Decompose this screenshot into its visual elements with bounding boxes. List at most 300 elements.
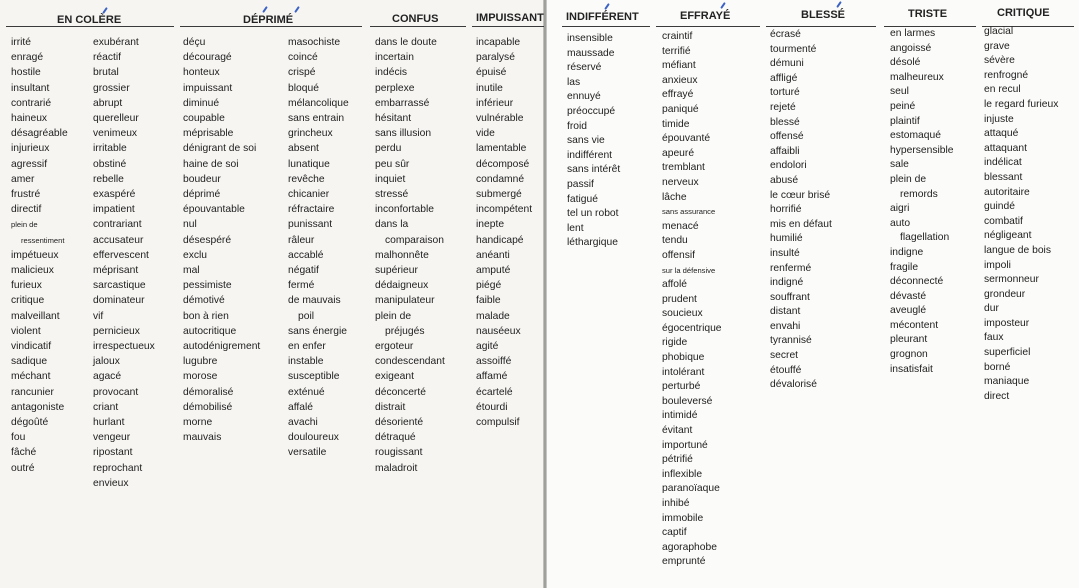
word-item: vide [476, 128, 495, 140]
word-item: obstiné [93, 158, 127, 170]
word-item: perplexe [375, 82, 415, 94]
word-item: insatisfait [890, 363, 933, 375]
word-item: haineux [11, 113, 48, 125]
word-item: indifférent [567, 149, 613, 161]
word-item: en recul [984, 84, 1021, 96]
word-item: tyrannisé [770, 335, 812, 347]
word-item: seul [890, 86, 909, 98]
word-item: désagréable [11, 128, 68, 140]
word-item: craintif [662, 31, 693, 42]
word-item: susceptible [288, 371, 340, 383]
word-item: fou [11, 432, 26, 444]
word-item: auto [890, 217, 911, 229]
word-item: inepte [476, 219, 505, 231]
word-item: déçu [183, 37, 206, 48]
word-item: autoritaire [984, 186, 1030, 198]
word-item: écartelé [476, 386, 513, 398]
word-item: incertain [375, 52, 414, 64]
word-item: furieux [11, 280, 42, 292]
word-item: méfiant [662, 60, 696, 72]
word-item: peu sûr [375, 158, 410, 170]
word-item: découragé [183, 52, 232, 64]
word-item: sans intérêt [567, 164, 621, 176]
word-item: langue de bois [984, 244, 1051, 256]
word-item: masochiste [288, 37, 341, 48]
word-item: anxieux [662, 74, 698, 86]
word-item: las [567, 76, 581, 88]
word-item: importuné [662, 439, 708, 451]
word-item: anéanti [476, 249, 510, 261]
word-item: exubérant [93, 37, 139, 48]
column-critique [984, 25, 1058, 404]
word-item: paniqué [662, 103, 699, 115]
heading-confus: CONFUS [392, 13, 439, 25]
word-item: inhibé [662, 498, 690, 509]
word-item: insensible [567, 33, 613, 44]
word-item: irrespectueux [93, 341, 155, 353]
word-item: sévère [984, 55, 1015, 67]
word-item: exténué [288, 386, 325, 398]
word-item: injurieux [11, 143, 50, 155]
word-item: intolérant [662, 366, 705, 378]
word-item: impuissant [183, 82, 233, 94]
word-item: diminué [183, 97, 220, 109]
word-item: écrasé [770, 29, 801, 40]
word-item: mal [183, 265, 200, 277]
word-item: blessant [984, 171, 1023, 183]
word-item: dans la [375, 219, 409, 231]
word-item: emprunté [662, 556, 706, 568]
word-item: ripostant [93, 447, 133, 459]
word-item: imposteur [984, 317, 1030, 329]
word-item: supérieur [375, 265, 418, 277]
word-item: réfractaire [288, 204, 335, 216]
word-item: piégé [476, 280, 502, 292]
word-item: guindé [984, 201, 1015, 213]
word-item: indigné [770, 277, 804, 289]
word-item: blessé [770, 116, 800, 128]
word-item: dégoûté [11, 417, 49, 429]
word-item: morose [183, 371, 218, 383]
word-item: paralysé [476, 52, 515, 64]
word-item: inquiet [375, 173, 406, 185]
word-item: remords [900, 188, 938, 200]
word-item: grognon [890, 349, 928, 361]
word-item: dévalorisé [770, 379, 817, 391]
rule-confus [370, 26, 466, 27]
word-item: égocentrique [662, 322, 722, 334]
word-item: fermé [288, 280, 315, 292]
word-item: attaquant [984, 142, 1027, 154]
word-item: faux [984, 332, 1004, 344]
word-item: glacial [984, 26, 1014, 37]
word-item: démoralisé [183, 386, 234, 398]
word-item: étourdi [476, 401, 508, 413]
word-item: manipulateur [375, 295, 435, 307]
word-item: frustré [11, 189, 41, 201]
word-item: honteux [183, 67, 220, 79]
word-item: malveillant [11, 310, 60, 322]
word-item: boudeur [183, 173, 221, 185]
word-item: hésitant [375, 113, 412, 125]
word-item: coupable [183, 113, 225, 125]
word-item: mauvais [183, 432, 222, 444]
word-item: poil [298, 310, 315, 322]
word-item: rejeté [770, 101, 796, 113]
word-item: instable [288, 356, 324, 368]
word-item: malhonnête [375, 249, 429, 261]
word-item: passif [567, 178, 594, 190]
word-item: agacé [93, 371, 122, 383]
word-item: sale [890, 159, 909, 171]
word-item: mis en défaut [770, 218, 832, 230]
word-item: pétrifié [662, 454, 693, 466]
column-deprime-b [288, 35, 349, 461]
word-item: inflexible [662, 468, 703, 480]
word-item: sans assurance [662, 207, 716, 217]
word-item: enragé [11, 52, 44, 64]
word-item: étouffé [770, 364, 802, 376]
word-item: peiné [890, 100, 916, 112]
rule-deprime [180, 26, 362, 27]
word-item: agoraphobe [662, 541, 717, 553]
word-item: de mauvais [288, 295, 341, 307]
word-item: compulsif [476, 417, 520, 429]
word-item: borné [984, 361, 1011, 373]
word-item: râleur [288, 234, 315, 246]
heading-blesse: BLESSÉ [801, 9, 846, 21]
word-item: autocritique [183, 325, 237, 337]
word-item: effervescent [93, 249, 149, 261]
word-item: plein de [11, 220, 38, 230]
rule-effraye [656, 26, 760, 27]
heading-deprime: DÉPRIMÉ [243, 14, 294, 26]
heading-indifferent: INDIFFÉRENT [566, 11, 639, 23]
word-item: dénigrant de soi [183, 143, 257, 155]
word-item: fâché [11, 447, 37, 459]
word-item: préoccupé [567, 105, 616, 117]
word-item: perturbé [662, 381, 701, 393]
word-item: captif [662, 527, 687, 539]
heading-critique: CRITIQUE [997, 7, 1050, 19]
word-item: punissant [288, 219, 333, 231]
word-item: indélicat [984, 157, 1022, 169]
word-item: accusateur [93, 234, 144, 246]
word-item: épuisé [476, 67, 507, 79]
word-item: démotivé [183, 295, 225, 307]
word-item: vif [93, 310, 104, 322]
word-item: haine de soi [183, 158, 239, 170]
column-effraye [662, 30, 722, 570]
word-item: grondeur [984, 288, 1026, 300]
word-item: versatile [288, 447, 327, 459]
word-item: insultant [11, 82, 50, 94]
word-item: maniaque [984, 376, 1030, 388]
word-item: renfrogné [984, 69, 1029, 81]
word-item: vindicatif [11, 341, 52, 353]
word-item: négligeant [984, 230, 1032, 242]
word-item: malheureux [890, 71, 944, 83]
word-item: ressentiment [21, 235, 65, 245]
word-item: condescendant [375, 356, 445, 368]
word-item: embarrassé [375, 97, 430, 109]
word-item: ennuyé [567, 91, 601, 103]
word-item: immobile [662, 512, 704, 524]
word-item: paranoïaque [662, 483, 720, 495]
word-item: sans illusion [375, 128, 432, 140]
word-item: agité [476, 341, 499, 353]
word-item: agressif [11, 158, 48, 170]
word-item: bouleversé [662, 395, 713, 407]
word-item: inutile [476, 82, 503, 94]
word-item: estomaqué [890, 130, 941, 142]
word-item: en larmes [890, 28, 936, 39]
word-item: réactif [93, 52, 122, 64]
word-item: envieux [93, 477, 129, 489]
word-item: maussade [567, 47, 615, 59]
word-item: prudent [662, 293, 697, 305]
word-item: tourmenté [770, 43, 817, 55]
word-item: rebelle [93, 173, 124, 185]
word-item: violent [11, 325, 41, 337]
word-item: lent [567, 222, 584, 234]
word-item: outré [11, 462, 35, 474]
word-item: pessimiste [183, 280, 232, 292]
word-item: sans entrain [288, 113, 345, 125]
word-item: attaqué [984, 128, 1019, 140]
word-item: direct [984, 390, 1010, 402]
word-item: condamné [476, 173, 525, 185]
word-item: tel un robot [567, 208, 619, 220]
word-item: querelleur [93, 113, 139, 125]
word-item: offensif [662, 249, 696, 261]
word-item: terrifié [662, 45, 691, 57]
word-item: lugubre [183, 356, 218, 368]
word-item: provocant [93, 386, 139, 398]
word-item: mélancolique [288, 97, 349, 109]
word-item: exclu [183, 249, 208, 261]
word-item: affalé [288, 401, 314, 413]
word-item: superficiel [984, 347, 1031, 359]
word-item: plaintif [890, 115, 920, 127]
word-item: bon à rien [183, 310, 229, 322]
rule-impuissant [472, 26, 544, 27]
word-item: méprisant [93, 265, 139, 277]
heading-effraye: EFFRAYÉ [680, 10, 731, 22]
word-item: sadique [11, 356, 48, 368]
word-item: venimeux [93, 128, 138, 140]
word-item: lâche [662, 191, 687, 203]
word-item: pleurant [890, 334, 928, 346]
word-item: accablé [288, 249, 324, 261]
word-item: plein de [890, 173, 927, 185]
word-item: maladroit [375, 462, 418, 474]
word-item: indécis [375, 67, 408, 79]
word-item: horrifié [770, 204, 802, 216]
word-item: hypersensible [890, 144, 954, 156]
word-item: inconfortable [375, 204, 434, 216]
word-item: décomposé [476, 158, 530, 170]
word-item: angoissé [890, 42, 932, 54]
word-item: aveuglé [890, 305, 927, 317]
word-item: ergoteur [375, 341, 414, 353]
column-deprime-a [183, 35, 260, 445]
word-item: timide [662, 118, 690, 130]
word-item: abusé [770, 174, 799, 186]
word-item: insulté [770, 247, 800, 259]
word-item: distant [770, 306, 801, 318]
word-item: irrité [11, 37, 32, 48]
word-item: dévasté [890, 290, 927, 302]
word-item: négatif [288, 265, 319, 277]
word-item: rigide [662, 337, 688, 349]
column-triste [890, 27, 954, 377]
word-item: renfermé [770, 262, 812, 274]
word-item: tremblant [662, 162, 705, 174]
word-item: flagellation [900, 232, 950, 244]
word-item: désespéré [183, 234, 232, 246]
word-item: pernicieux [93, 325, 140, 337]
word-item: antagoniste [11, 401, 65, 413]
word-item: le cœur brisé [770, 189, 831, 201]
word-item: grincheux [288, 128, 333, 140]
word-item: nerveux [662, 176, 699, 188]
word-item: phobique [662, 352, 705, 364]
word-item: intimidé [662, 410, 698, 422]
word-item: lunatique [288, 158, 330, 170]
word-item: méchant [11, 371, 51, 383]
word-item: grossier [93, 82, 130, 94]
word-item: aigri [890, 203, 910, 215]
word-item: préjugés [385, 325, 425, 337]
word-item: démobilisé [183, 401, 233, 413]
word-item: irritable [93, 143, 127, 155]
heading-en-colere: EN COLÈRE [57, 14, 122, 26]
rule-colere [6, 26, 174, 27]
word-item: indigne [890, 246, 924, 258]
word-item: impétueux [11, 249, 59, 261]
word-item: directif [11, 204, 42, 216]
word-item: vengeur [93, 432, 131, 444]
word-item: soucieux [662, 308, 703, 320]
word-item: handicapé [476, 234, 524, 246]
word-item: morne [183, 417, 213, 429]
word-item: chicanier [288, 189, 330, 201]
word-item: en enfer [288, 341, 326, 353]
word-item: affaibli [770, 145, 800, 157]
word-item: hurlant [93, 417, 125, 429]
word-item: dédaigneux [375, 280, 429, 292]
column-colere-a [11, 35, 68, 476]
word-item: affligé [770, 72, 798, 84]
word-item: reprochant [93, 462, 143, 474]
word-item: déconcerté [375, 386, 426, 398]
word-item: torturé [770, 87, 800, 99]
word-item: perdu [375, 143, 402, 155]
word-item: désorienté [375, 417, 424, 429]
word-item: détraqué [375, 432, 416, 444]
word-item: sermonneur [984, 274, 1039, 286]
column-confus [375, 35, 445, 476]
column-indifferent [567, 32, 620, 251]
word-item: tendu [662, 235, 688, 247]
word-item: critique [11, 295, 45, 307]
word-item: douloureux [288, 432, 339, 444]
word-item: endolori [770, 160, 807, 172]
word-item: lamentable [476, 143, 527, 155]
word-item: épouvantable [183, 204, 245, 216]
heading-impuissant: IMPUISSANT [476, 12, 544, 24]
word-item: contrariant [93, 219, 142, 231]
word-item: affamé [476, 371, 508, 383]
word-item: contrarié [11, 97, 52, 109]
heading-triste: TRISTE [908, 8, 948, 20]
word-item: exaspéré [93, 189, 136, 201]
word-item: malade [476, 310, 510, 322]
word-item: injuste [984, 113, 1014, 125]
word-item: affolé [662, 279, 688, 291]
word-item: stressé [375, 189, 409, 201]
word-item: jaloux [93, 356, 120, 368]
word-item: criant [93, 401, 119, 413]
word-item: offensé [770, 131, 804, 143]
word-item: bloqué [288, 82, 319, 94]
word-item: évitant [662, 425, 693, 437]
word-item: avachi [288, 417, 318, 429]
word-item: désolé [890, 57, 921, 69]
rule-indifferent [562, 26, 650, 27]
word-item: assoiffé [476, 356, 512, 368]
word-item: absent [288, 143, 319, 155]
word-item: grave [984, 40, 1010, 52]
word-item: dur [984, 303, 999, 315]
word-item: malicieux [11, 265, 54, 277]
word-item: méprisable [183, 128, 234, 140]
word-item: déconnecté [890, 276, 944, 288]
word-item: distrait [375, 401, 406, 413]
word-item: rougissant [375, 447, 423, 459]
word-item: crispé [288, 67, 316, 79]
word-item: autodénigrement [183, 341, 261, 353]
word-item: sarcastique [93, 280, 146, 292]
word-item: réservé [567, 62, 602, 74]
word-item: impoli [984, 259, 1011, 271]
word-item: incompétent [476, 204, 533, 216]
page-gutter [543, 0, 547, 588]
word-item: humilié [770, 233, 803, 245]
word-item: impatient [93, 204, 135, 216]
word-item: le regard furieux [984, 98, 1059, 110]
word-item: sur la défensive [662, 265, 716, 275]
word-item: coincé [288, 52, 318, 64]
column-impuissant [476, 35, 532, 430]
word-item: nul [183, 219, 197, 231]
word-item: déprimé [183, 189, 221, 201]
word-item: épouvanté [662, 133, 711, 145]
word-item: apeuré [662, 147, 695, 159]
word-item: faible [476, 295, 501, 307]
word-item: envahi [770, 320, 801, 332]
column-colere-b [93, 35, 155, 491]
word-item: hostile [11, 67, 41, 79]
word-item: exigeant [375, 371, 414, 383]
word-item: abrupt [93, 97, 123, 109]
word-item: nauséeux [476, 325, 521, 337]
word-item: léthargique [567, 237, 618, 249]
word-item: dominateur [93, 295, 145, 307]
word-item: fragile [890, 261, 919, 273]
word-item: froid [567, 120, 588, 132]
